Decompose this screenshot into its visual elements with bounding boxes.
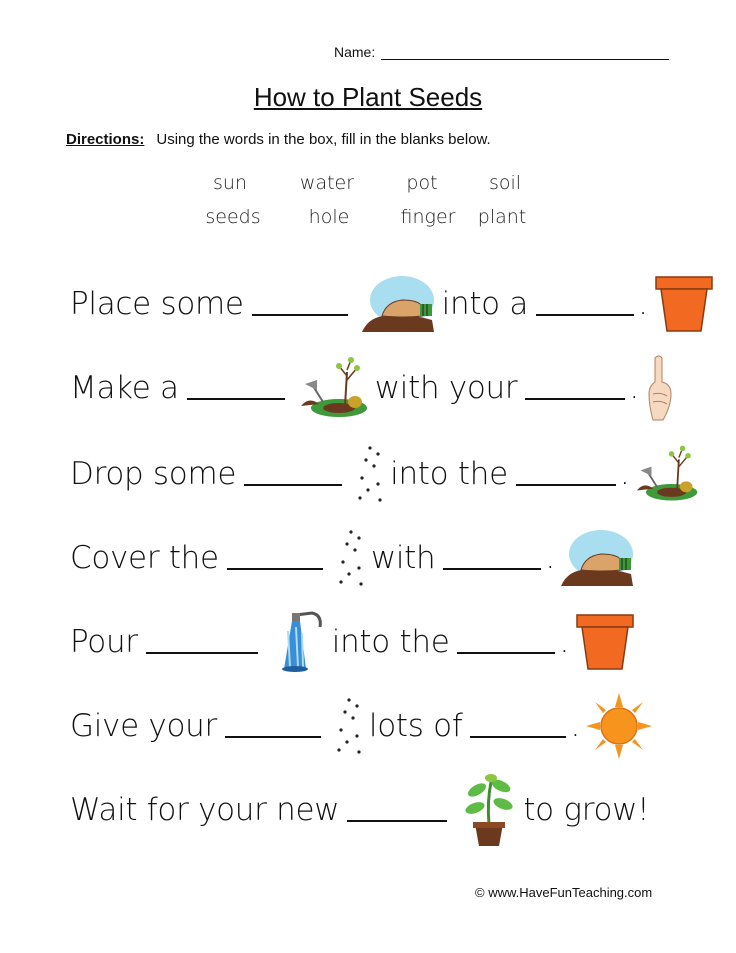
word-bank-item: sun: [213, 172, 247, 194]
sentence-2: [70, 360, 681, 416]
sun-icon: [586, 693, 652, 759]
directions-text: Using the words in the box, fill in the blanks below.: [156, 131, 491, 148]
word-bank-item: plant: [477, 206, 527, 228]
blank-line[interactable]: [146, 630, 258, 654]
sentence-text: Give your: [70, 708, 217, 744]
sentence-6: [70, 698, 658, 754]
sentence-text: with your: [374, 370, 518, 406]
name-line[interactable]: [381, 44, 669, 60]
word-bank-item: pot: [406, 172, 438, 194]
potted-plant-icon: [461, 772, 517, 848]
sentence-text: into a: [441, 286, 529, 322]
sentence-text: Pour: [70, 624, 138, 660]
sentence-end: .: [638, 286, 648, 322]
word-bank-item: soil: [488, 172, 522, 194]
directions-label: Directions:: [66, 131, 145, 148]
word-bank-item: hole: [308, 206, 350, 228]
sentence-5: [70, 614, 641, 670]
sentence-end: .: [545, 540, 555, 576]
seeds-icon: [337, 528, 365, 588]
word-bank-item: seeds: [205, 206, 261, 228]
sentence-end: .: [619, 456, 630, 492]
blank-line[interactable]: [516, 462, 616, 486]
name-label: Name:: [334, 44, 376, 60]
seeds-icon: [356, 444, 384, 504]
word-bank-item: finger: [400, 206, 456, 228]
sentence-text: with: [370, 540, 436, 576]
sentence-text: Wait for your new: [70, 792, 340, 828]
garden-hole-icon: [299, 356, 369, 420]
word-bank-item: water: [299, 172, 355, 194]
flower-pot-icon: [575, 613, 635, 671]
flower-pot-icon: [654, 275, 714, 333]
hand-in-soil-icon: [362, 274, 436, 334]
sentence-end: .: [629, 370, 639, 406]
blank-line[interactable]: [244, 462, 342, 486]
blank-line[interactable]: [225, 714, 321, 738]
copyright-footer: © www.HaveFunTeaching.com: [475, 885, 653, 900]
sentence-text: into the: [390, 456, 508, 492]
sentence-text: Make a: [70, 370, 179, 406]
sentence-1: [70, 276, 720, 332]
sentence-7: [70, 782, 649, 838]
seeds-icon: [335, 696, 363, 756]
sentence-text: Place some: [70, 286, 244, 322]
blank-line[interactable]: [525, 376, 625, 400]
blank-line[interactable]: [187, 376, 285, 400]
sentence-text: lots of: [368, 708, 463, 744]
pointing-finger-icon: [645, 354, 675, 422]
sentence-text: to grow!: [523, 792, 650, 828]
sentence-text: Cover the: [70, 540, 219, 576]
sentence-text: into the: [331, 624, 450, 660]
sentence-end: .: [559, 624, 570, 660]
name-field[interactable]: [334, 44, 669, 60]
watering-can-icon: [272, 611, 326, 673]
blank-line[interactable]: [252, 292, 348, 316]
hand-in-soil-icon: [561, 528, 635, 588]
directions: [66, 131, 491, 148]
blank-line[interactable]: [227, 546, 323, 570]
blank-line[interactable]: [536, 292, 634, 316]
garden-hole-icon: [635, 442, 699, 506]
blank-line[interactable]: [470, 714, 566, 738]
sentence-3: [70, 446, 705, 502]
sentence-4: [70, 530, 641, 586]
blank-line[interactable]: [347, 798, 447, 822]
blank-line[interactable]: [443, 546, 541, 570]
sentence-text: Drop some: [70, 456, 237, 492]
page-title: How to Plant Seeds: [253, 82, 483, 112]
sentence-end: .: [570, 708, 581, 744]
blank-line[interactable]: [457, 630, 555, 654]
